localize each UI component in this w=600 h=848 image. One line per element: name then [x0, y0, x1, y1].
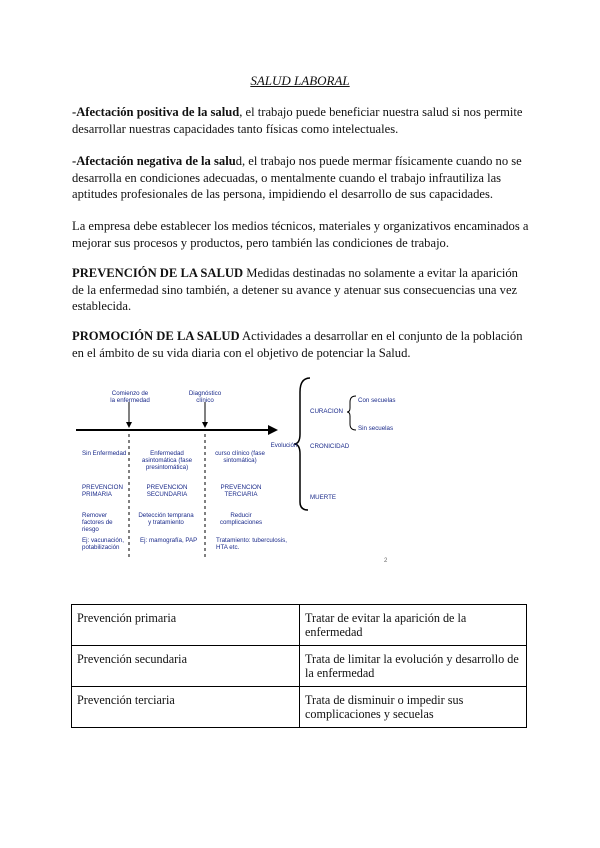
table-row [72, 605, 527, 646]
col1-action: Remover factores de riesgo [82, 512, 113, 533]
col2-state: Enfermedad asintomática (fase presintomática) [141, 450, 193, 471]
col3-prevention: PREVENCION TERCIARIA [220, 484, 262, 498]
col3-example: Tratamiento: tuberculosis, HTA etc. [216, 537, 287, 551]
col2-example: Ej: mamografía, PAP [140, 537, 198, 544]
col3-action: Reducir complicaciones [219, 512, 263, 526]
paragraph-negative-effect [72, 153, 532, 203]
paragraph-prevention [72, 265, 532, 315]
promotion-heading: PROMOCIÓN DE LA SALUD [72, 329, 240, 343]
paragraph-promotion [72, 328, 532, 361]
col1-state: Sin Enfermedad [82, 450, 127, 457]
marker-diagnosis-label: Diagnóstico clínico [188, 390, 222, 404]
table-cell-type: Prevención terciaria [72, 687, 300, 728]
negative-effect-heading: -Afectación negativa de la salu [72, 154, 236, 168]
positive-effect-text: , el trabajo puede beneficiar nuestra salud si nos permite desarrollar nuestras capacidades tanto físicas como intelectuales. [72, 105, 523, 136]
sin-secuelas-label: Sin secuelas [358, 425, 394, 432]
col2-action: Detección temprana y tratamiento [138, 512, 194, 526]
prevention-table [71, 604, 527, 728]
evolution-label: Evolución [270, 442, 298, 449]
table-cell-type: Prevención secundaria [72, 646, 300, 687]
marker-onset-label: Comienzo de la enfermedad [110, 390, 150, 404]
prevention-text: Medidas destinadas no solamente a evitar la aparición de la enfermedad sino también, a detener su avance y atenuar sus consecuencias una vez establecida. [72, 266, 518, 313]
cronicidad-label: CRONICIDAD [310, 443, 350, 450]
table-cell-desc: Trata de limitar la evolución y desarrollo de la enfermedad [300, 646, 527, 687]
document-title: SALUD LABORAL [250, 73, 350, 88]
muerte-label: MUERTE [310, 494, 337, 501]
table-cell-desc: Trata de disminuir o impedir sus complicaciones y secuelas [300, 687, 527, 728]
con-secuelas-label: Con secuelas [358, 397, 396, 404]
marker2-arrowhead [202, 422, 208, 428]
promotion-text: Actividades a desarrollar en el conjunto de la población en el ámbito de su vida diaria con el objetivo de potenciar la Salud. [72, 329, 523, 360]
paragraph-positive-effect [72, 104, 532, 137]
marker1-arrowhead [126, 422, 132, 428]
table-cell-desc: Tratar de evitar la aparición de la enfermedad [300, 605, 527, 646]
table-row [72, 687, 527, 728]
paragraph-company: La empresa debe establecer los medios técnicos, materiales y organizativos encaminados a mejorar sus procesos y productos, pero también las condiciones de trabajo. [72, 219, 529, 250]
table-cell-type: Prevención primaria [72, 605, 300, 646]
curacion-brace [347, 396, 356, 430]
col1-prevention: PREVENCION PRIMARIA [82, 484, 123, 498]
prevention-heading: PREVENCIÓN DE LA SALUD [72, 266, 244, 280]
negative-effect-text: d, el trabajo nos puede mermar físicamente cuando no se desarrolla en condiciones adecuadas, o mentalmente cuando el trabajo infrautiliza las aptitudes profesionales de las persona, impidiendo el desarrollo de sus capacidades. [72, 154, 522, 201]
timeline-arrowhead [268, 425, 278, 435]
positive-effect-heading: -Afectación positiva de la salud [72, 105, 240, 119]
col3-state: curso clínico (fase sintomática) [215, 450, 265, 464]
table-row [72, 646, 527, 687]
curacion-label: CURACION [310, 408, 344, 415]
col1-example: Ej: vacunación, potabilización [82, 537, 124, 551]
disease-evolution-diagram [70, 372, 400, 567]
diagram-footnote: 2 [384, 558, 388, 564]
col2-prevention: PREVENCION SECUNDARIA [146, 484, 188, 498]
